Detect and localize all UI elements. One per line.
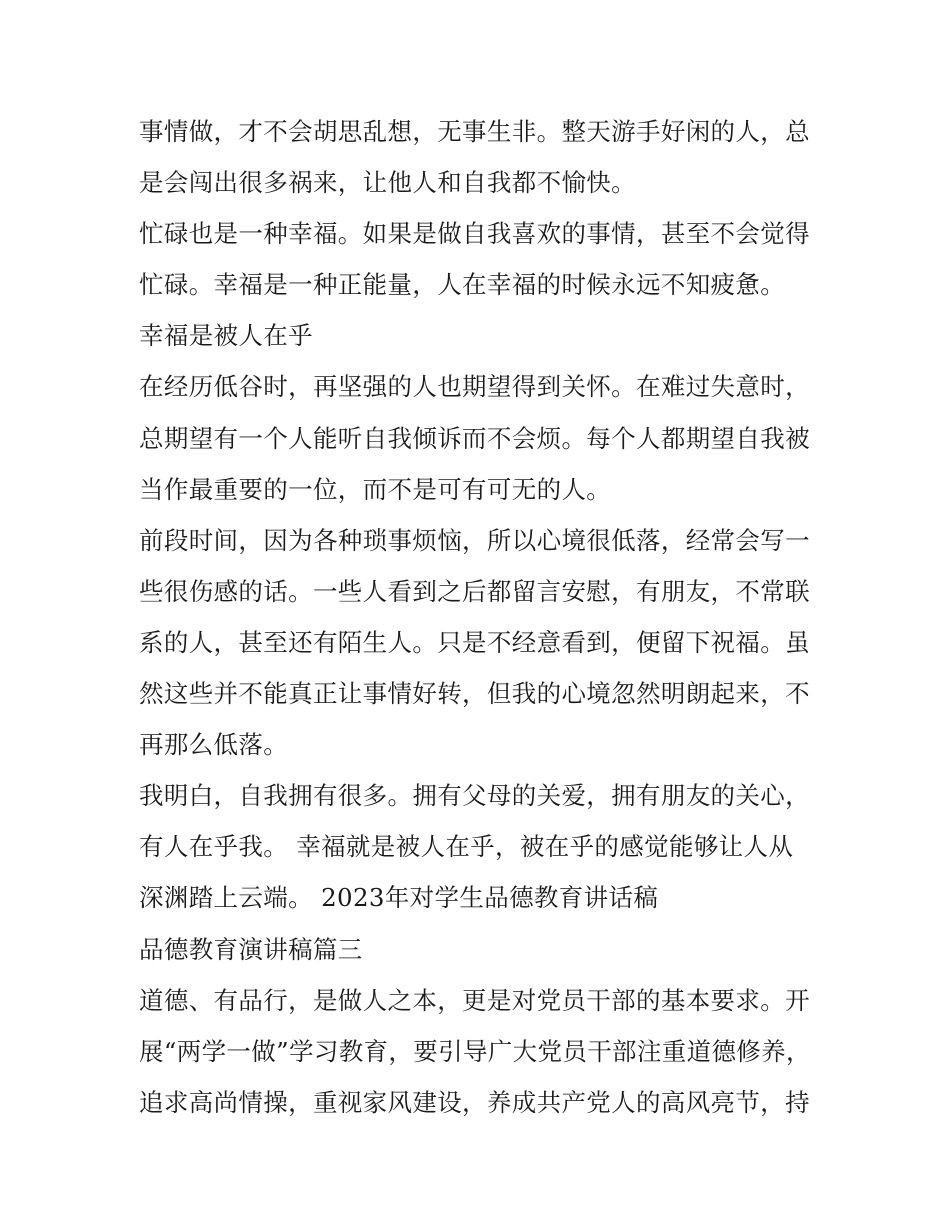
text-line: 前段时间，因为各种琐事烦恼，所以心境很低落，经常会写一 [139, 525, 810, 555]
text-line: 深渊踏上云端。 2023年对学生品德教育讲话稿 [139, 883, 659, 913]
text-line: 追求高尚情操，重视家风建设，养成共产党人的高风亮节，持 [139, 1087, 810, 1117]
text-line: 总期望有一个人能听自我倾诉而不会烦。每个人都期望自我被 [139, 423, 810, 453]
text-line: 是会闯出很多祸来，让他人和自我都不愉快。 [139, 168, 636, 198]
text-line: 系的人，甚至还有陌生人。只是不经意看到，便留下祝福。虽 [139, 627, 810, 657]
text-line: 再那么低落。 [139, 730, 289, 760]
document-body [139, 106, 819, 1128]
text-line: 当作最重要的一位，而不是可有可无的人。 [139, 474, 612, 504]
section-heading: 幸福是被人在乎 [139, 321, 313, 351]
text-line: 道德、有品行，是做人之本，更是对党员干部的基本要求。开 [139, 985, 810, 1015]
text-line: 忙碌也是一种幸福。如果是做自我喜欢的事情，甚至不会觉得 [139, 219, 810, 249]
text-line: 忙碌。幸福是一种正能量，人在幸福的时候永远不知疲惫。 [139, 270, 786, 300]
text-line: 有人在乎我。 幸福就是被人在乎，被在乎的感觉能够让人从 [139, 832, 794, 862]
text-line: 在经历低谷时，再坚强的人也期望得到关怀。在难过失意时， [139, 372, 810, 402]
text-line: 事情做，才不会胡思乱想，无事生非。整天游手好闲的人，总 [139, 117, 810, 146]
section-heading: 品德教育演讲稿篇三 [139, 934, 363, 964]
text-line: 些很伤感的话。一些人看到之后都留言安慰，有朋友，不常联 [139, 576, 810, 606]
text-line: 然这些并不能真正让事情好转，但我的心境忽然明朗起来，不 [139, 679, 810, 709]
text-line: 我明白，自我拥有很多。拥有父母的关爱，拥有朋友的关心， [139, 781, 810, 811]
text-line: 展“两学一做”学习教育，要引导广大党员干部注重道德修养， [139, 1036, 811, 1066]
